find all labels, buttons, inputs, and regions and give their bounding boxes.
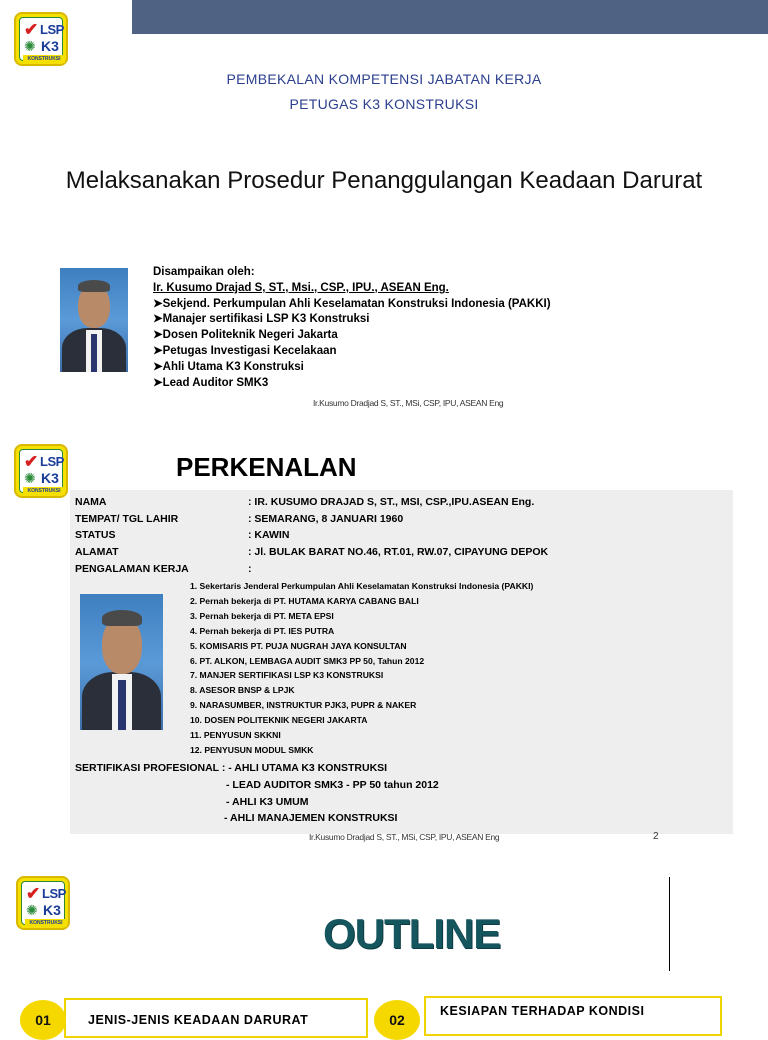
certification-item: - LEAD AUDITOR SMK3 - PP 50 tahun 2012 xyxy=(226,779,439,791)
slide1-top-bar xyxy=(132,0,768,34)
logo-k3-text: K3 xyxy=(41,38,59,54)
experience-item: 7. MANJER SERTIFIKASI LSP K3 KONSTRUKSI xyxy=(190,670,384,680)
experience-item: 9. NARASUMBER, INSTRUKTUR PJK3, PUPR & NAKER xyxy=(190,700,417,710)
experience-item: 11. PENYUSUN SKKNI xyxy=(190,730,281,740)
outline-item-number: 01 xyxy=(20,1000,66,1040)
outline-item-number: 02 xyxy=(374,1000,420,1040)
profile-value: : xyxy=(248,563,252,575)
role-item: ➤Manajer sertifikasi LSP K3 Konstruksi xyxy=(153,313,370,326)
profile-label: STATUS xyxy=(75,529,116,541)
gear-icon: ✺ xyxy=(24,470,36,486)
profile-value: : SEMARANG, 8 JANUARI 1960 xyxy=(248,513,404,525)
profile-label: ALAMAT xyxy=(75,546,119,558)
slide2-title: PERKENALAN xyxy=(176,452,357,482)
experience-item: 8. ASESOR BNSP & LPJK xyxy=(190,685,295,695)
logo-lsp-text: LSP xyxy=(40,22,64,37)
slide3-title: OUTLINE xyxy=(323,910,501,957)
experience-item: 2. Pernah bekerja di PT. HUTAMA KARYA CABANG BALI xyxy=(190,596,419,606)
experience-item: 5. KOMISARIS PT. PUJA NUGRAH JAYA KONSULTAN xyxy=(190,641,407,651)
slide2-footer: Ir.Kusumo Dradjad S, ST., MSi, CSP, IPU, ASEAN Eng xyxy=(309,832,500,842)
logo-lsp-text: LSP xyxy=(42,886,66,901)
logo-konstruksi-text: KONSTRUKSI xyxy=(23,487,65,495)
profile-photo xyxy=(80,594,163,730)
role-item: ➤Lead Auditor SMK3 xyxy=(153,376,269,389)
profile-value: : Jl. BULAK BARAT NO.46, RT.01, RW.07, CIPAYUNG DEPOK xyxy=(248,546,549,558)
profile-value: : KAWIN xyxy=(248,529,290,541)
profile-label: TEMPAT/ TGL LAHIR xyxy=(75,513,179,525)
experience-item: 1. Sekertaris Jenderal Perkumpulan Ahli Keselamatan Konstruksi Indonesia (PAKKI) xyxy=(190,581,534,591)
logo-konstruksi-text: KONSTRUKSI xyxy=(23,55,65,63)
gear-icon: ✺ xyxy=(24,38,36,54)
slide1-footer: Ir.Kusumo Dradjad S, ST., MSi, CSP, IPU, ASEAN Eng xyxy=(313,398,504,408)
slide1-title: Melaksanakan Prosedur Penanggulangan Keadaan Darurat xyxy=(65,167,703,194)
lsp-k3-logo xyxy=(14,444,68,498)
experience-item: 3. Pernah bekerja di PT. META EPSI xyxy=(190,611,334,621)
role-item: ➤Sekjend. Perkumpulan Ahli Keselamatan Konstruksi Indonesia (PAKKI) xyxy=(153,297,551,310)
experience-item: 4. Pernah bekerja di PT. IES PUTRA xyxy=(190,626,335,636)
certification-item: - AHLI MANAJEMEN KONSTRUKSI xyxy=(224,812,398,824)
slide1-subtitle-2: PETUGAS K3 KONSTRUKSI xyxy=(289,96,479,112)
presenter-photo xyxy=(60,268,128,372)
lsp-k3-logo xyxy=(14,12,68,66)
profile-value: : IR. KUSUMO DRAJAD S, ST., MSI, CSP.,IPU.ASEAN Eng. xyxy=(248,496,535,508)
logo-k3-text: K3 xyxy=(41,470,59,486)
page-number: 2 xyxy=(653,831,659,842)
certification-label: SERTIFIKASI PROFESIONAL : - AHLI UTAMA K3 KONSTRUKSI xyxy=(75,762,388,774)
logo-k3-text: K3 xyxy=(43,902,61,918)
experience-item: 12. PENYUSUN MODUL SMKK xyxy=(190,745,314,755)
role-item: ➤Dosen Politeknik Negeri Jakarta xyxy=(153,329,338,342)
check-icon: ✔ xyxy=(26,884,41,903)
presented-by-label: Disampaikan oleh: xyxy=(153,266,255,278)
experience-item: 6. PT. ALKON, LEMBAGA AUDIT SMK3 PP 50, Tahun 2012 xyxy=(190,656,425,666)
logo-lsp-text: LSP xyxy=(40,454,64,469)
outline-item-text: KESIAPAN TERHADAP KONDISI xyxy=(440,1004,645,1018)
role-item: ➤Petugas Investigasi Kecelakaan xyxy=(153,344,337,357)
certification-item: - AHLI K3 UMUM xyxy=(226,796,309,808)
check-icon: ✔ xyxy=(24,452,39,471)
experience-item: 10. DOSEN POLITEKNIK NEGERI JAKARTA xyxy=(190,715,368,725)
gear-icon: ✺ xyxy=(26,902,38,918)
slide1-subtitle-1: PEMBEKALAN KOMPETENSI JABATAN KERJA xyxy=(226,71,542,87)
check-icon: ✔ xyxy=(24,20,39,39)
role-item: ➤Ahli Utama K3 Konstruksi xyxy=(153,360,304,373)
presenter-name: Ir. Kusumo Drajad S, ST., Msi., CSP., IPU., ASEAN Eng. xyxy=(153,281,449,294)
lsp-k3-logo xyxy=(16,876,70,930)
outline-item-text: JENIS-JENIS KEADAAN DARURAT xyxy=(88,1013,309,1027)
profile-label: NAMA xyxy=(75,496,107,508)
presenter-info xyxy=(153,265,551,391)
vertical-divider xyxy=(669,877,670,971)
logo-konstruksi-text: KONSTRUKSI xyxy=(25,919,67,927)
profile-label: PENGALAMAN KERJA xyxy=(75,563,189,575)
